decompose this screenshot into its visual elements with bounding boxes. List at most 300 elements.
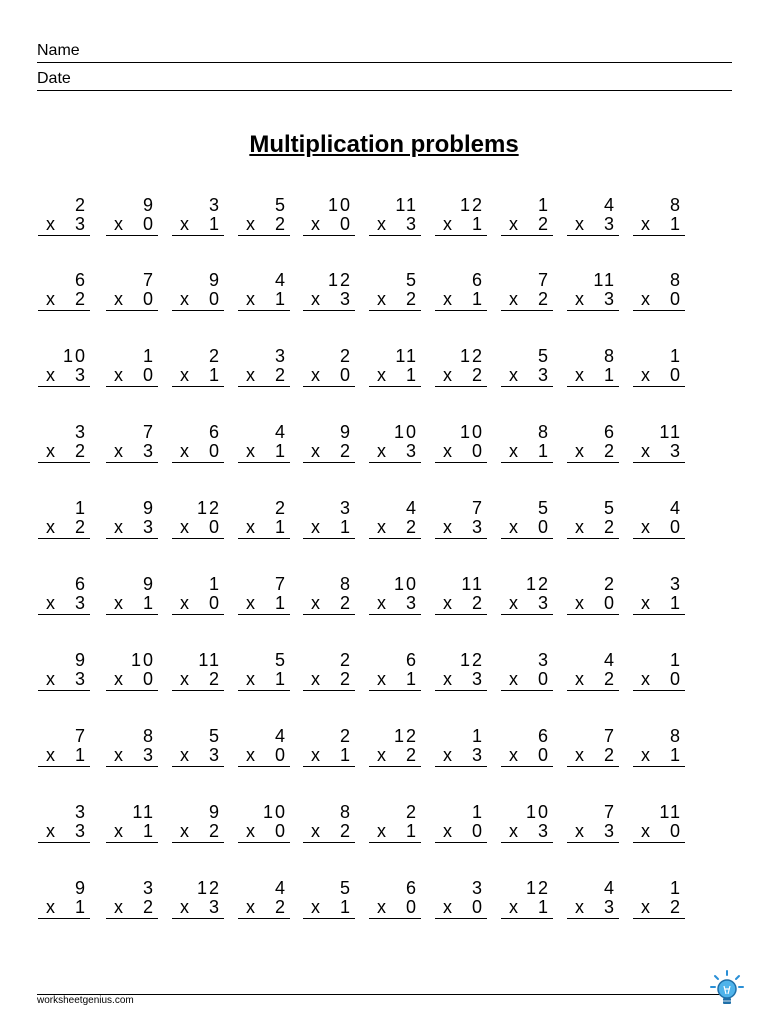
multiplier: 0 — [142, 289, 155, 309]
multiplicand: 3 — [74, 802, 87, 822]
problem-3-4 — [238, 346, 290, 390]
multiplier: 2 — [274, 897, 287, 917]
multiplier: 1 — [208, 214, 221, 234]
multiplicand: 2 — [339, 726, 352, 746]
problem-1-7 — [435, 195, 487, 239]
answer-line — [435, 235, 487, 236]
multiplicand: 1 — [471, 802, 484, 822]
multiplier: 1 — [339, 745, 352, 765]
multiplicand: 3 — [471, 878, 484, 898]
answer-line — [106, 918, 158, 919]
multiplicand: 6 — [405, 878, 418, 898]
times-sign: x — [641, 289, 651, 309]
times-sign: x — [46, 593, 56, 613]
times-sign: x — [575, 289, 585, 309]
answer-line — [303, 310, 355, 311]
answer-line — [435, 918, 487, 919]
multiplicand: 5 — [208, 726, 221, 746]
multiplier: 2 — [405, 745, 418, 765]
answer-line — [303, 235, 355, 236]
problem-5-3 — [172, 498, 224, 542]
problem-3-10 — [633, 346, 685, 390]
times-sign: x — [114, 745, 124, 765]
times-sign: x — [641, 669, 651, 689]
multiplicand: 1 — [669, 650, 682, 670]
problem-6-9 — [567, 574, 619, 618]
answer-line — [567, 918, 619, 919]
multiplier: 0 — [669, 669, 682, 689]
problem-8-2 — [106, 726, 158, 770]
multiplier: 3 — [603, 897, 616, 917]
times-sign: x — [311, 365, 321, 385]
answer-line — [172, 690, 224, 691]
multiplier: 1 — [208, 365, 221, 385]
times-sign: x — [246, 669, 256, 689]
multiplier: 1 — [339, 517, 352, 537]
problem-1-4 — [238, 195, 290, 239]
times-sign: x — [311, 745, 321, 765]
multiplier: 3 — [405, 441, 418, 461]
problem-3-5 — [303, 346, 355, 390]
multiplier: 2 — [669, 897, 682, 917]
problem-10-5 — [303, 878, 355, 922]
problem-7-2 — [106, 650, 158, 694]
multiplicand: 3 — [339, 498, 352, 518]
multiplicand: 4 — [603, 650, 616, 670]
problem-8-4 — [238, 726, 290, 770]
multiplicand: 9 — [74, 650, 87, 670]
problem-2-4 — [238, 270, 290, 314]
answer-line — [238, 235, 290, 236]
answer-line — [633, 918, 685, 919]
multiplier: 1 — [471, 289, 484, 309]
multiplier: 2 — [74, 517, 87, 537]
multiplicand: 5 — [537, 346, 550, 366]
times-sign: x — [443, 593, 453, 613]
times-sign: x — [246, 441, 256, 461]
times-sign: x — [509, 593, 519, 613]
problem-6-10 — [633, 574, 685, 618]
problem-6-8 — [501, 574, 553, 618]
answer-line — [501, 386, 553, 387]
answer-line — [238, 690, 290, 691]
multiplier: 3 — [471, 669, 484, 689]
problem-1-6 — [369, 195, 421, 239]
answer-line — [501, 310, 553, 311]
multiplicand: 12 — [525, 878, 550, 898]
answer-line — [238, 614, 290, 615]
times-sign: x — [443, 365, 453, 385]
answer-line — [238, 310, 290, 311]
multiplicand: 4 — [603, 195, 616, 215]
problem-4-4 — [238, 422, 290, 466]
times-sign: x — [641, 745, 651, 765]
answer-line — [369, 538, 421, 539]
problem-5-4 — [238, 498, 290, 542]
multiplier: 1 — [405, 365, 418, 385]
multiplicand: 11 — [395, 346, 418, 366]
times-sign: x — [246, 214, 256, 234]
times-sign: x — [443, 745, 453, 765]
multiplicand: 6 — [471, 270, 484, 290]
problem-4-1 — [38, 422, 90, 466]
times-sign: x — [443, 517, 453, 537]
problem-10-6 — [369, 878, 421, 922]
times-sign: x — [377, 214, 387, 234]
times-sign: x — [575, 214, 585, 234]
problem-2-6 — [369, 270, 421, 314]
multiplicand: 6 — [74, 270, 87, 290]
problem-3-2 — [106, 346, 158, 390]
answer-line — [567, 766, 619, 767]
problem-3-6 — [369, 346, 421, 390]
problem-8-6 — [369, 726, 421, 770]
answer-line — [38, 538, 90, 539]
problem-7-6 — [369, 650, 421, 694]
answer-line — [633, 235, 685, 236]
problem-9-9 — [567, 802, 619, 846]
multiplicand: 4 — [274, 726, 287, 746]
times-sign: x — [509, 821, 519, 841]
multiplicand: 2 — [208, 346, 221, 366]
answer-line — [238, 538, 290, 539]
problem-6-3 — [172, 574, 224, 618]
multiplier: 0 — [208, 441, 221, 461]
answer-line — [435, 310, 487, 311]
multiplier: 1 — [274, 289, 287, 309]
times-sign: x — [180, 897, 190, 917]
lightbulb-icon — [710, 970, 744, 1008]
footer-site: worksheetgenius.com — [37, 995, 134, 1006]
multiplicand: 1 — [142, 346, 155, 366]
answer-line — [369, 614, 421, 615]
multiplier: 1 — [405, 821, 418, 841]
times-sign: x — [114, 365, 124, 385]
times-sign: x — [180, 214, 190, 234]
multiplicand: 5 — [405, 270, 418, 290]
problem-7-4 — [238, 650, 290, 694]
times-sign: x — [641, 441, 651, 461]
problem-6-1 — [38, 574, 90, 618]
footer-divider — [37, 994, 720, 995]
multiplicand: 5 — [339, 878, 352, 898]
multiplicand: 5 — [537, 498, 550, 518]
answer-line — [633, 842, 685, 843]
multiplier: 2 — [208, 821, 221, 841]
multiplier: 1 — [142, 821, 155, 841]
problem-4-5 — [303, 422, 355, 466]
multiplicand: 7 — [537, 270, 550, 290]
answer-line — [106, 538, 158, 539]
multiplier: 1 — [405, 669, 418, 689]
answer-line — [435, 614, 487, 615]
answer-line — [38, 614, 90, 615]
answer-line — [567, 842, 619, 843]
problem-8-3 — [172, 726, 224, 770]
problem-10-1 — [38, 878, 90, 922]
multiplier: 0 — [537, 745, 550, 765]
multiplicand: 9 — [339, 422, 352, 442]
problem-3-1 — [38, 346, 90, 390]
problem-3-8 — [501, 346, 553, 390]
multiplier: 2 — [603, 441, 616, 461]
multiplicand: 10 — [459, 422, 484, 442]
multiplicand: 6 — [603, 422, 616, 442]
problem-3-9 — [567, 346, 619, 390]
multiplicand: 2 — [405, 802, 418, 822]
times-sign: x — [641, 214, 651, 234]
multiplicand: 6 — [405, 650, 418, 670]
answer-line — [172, 235, 224, 236]
answer-line — [303, 538, 355, 539]
problem-10-8 — [501, 878, 553, 922]
answer-line — [501, 918, 553, 919]
problem-10-2 — [106, 878, 158, 922]
answer-line — [303, 766, 355, 767]
multiplier: 3 — [208, 897, 221, 917]
times-sign: x — [246, 517, 256, 537]
date-label: Date — [37, 70, 71, 87]
multiplier: 3 — [537, 365, 550, 385]
problem-5-1 — [38, 498, 90, 542]
multiplier: 0 — [537, 669, 550, 689]
multiplicand: 4 — [274, 878, 287, 898]
multiplicand: 7 — [142, 422, 155, 442]
multiplier: 2 — [208, 669, 221, 689]
multiplicand: 4 — [274, 270, 287, 290]
answer-line — [38, 310, 90, 311]
multiplicand: 5 — [274, 195, 287, 215]
answer-line — [567, 690, 619, 691]
multiplier: 2 — [274, 214, 287, 234]
answer-line — [172, 766, 224, 767]
answer-line — [633, 386, 685, 387]
multiplicand: 6 — [74, 574, 87, 594]
times-sign: x — [246, 897, 256, 917]
problem-6-6 — [369, 574, 421, 618]
multiplicand: 2 — [74, 195, 87, 215]
problem-8-5 — [303, 726, 355, 770]
multiplicand: 1 — [74, 498, 87, 518]
problem-10-7 — [435, 878, 487, 922]
problem-3-7 — [435, 346, 487, 390]
times-sign: x — [509, 214, 519, 234]
answer-line — [633, 538, 685, 539]
multiplier: 0 — [471, 441, 484, 461]
times-sign: x — [180, 289, 190, 309]
answer-line — [435, 462, 487, 463]
times-sign: x — [311, 441, 321, 461]
problem-4-2 — [106, 422, 158, 466]
problem-6-5 — [303, 574, 355, 618]
answer-line — [501, 462, 553, 463]
multiplier: 3 — [603, 289, 616, 309]
problem-9-1 — [38, 802, 90, 846]
multiplier: 3 — [603, 821, 616, 841]
problem-8-8 — [501, 726, 553, 770]
times-sign: x — [575, 745, 585, 765]
times-sign: x — [377, 289, 387, 309]
answer-line — [369, 918, 421, 919]
problem-7-7 — [435, 650, 487, 694]
multiplier: 1 — [669, 593, 682, 613]
answer-line — [172, 614, 224, 615]
multiplicand: 8 — [669, 195, 682, 215]
times-sign: x — [114, 441, 124, 461]
times-sign: x — [509, 669, 519, 689]
multiplicand: 11 — [132, 802, 155, 822]
multiplicand: 5 — [603, 498, 616, 518]
multiplier: 0 — [274, 821, 287, 841]
multiplicand: 8 — [603, 346, 616, 366]
problem-2-2 — [106, 270, 158, 314]
multiplier: 2 — [471, 593, 484, 613]
multiplicand: 11 — [659, 802, 682, 822]
multiplicand: 3 — [142, 878, 155, 898]
answer-line — [633, 614, 685, 615]
times-sign: x — [509, 441, 519, 461]
times-sign: x — [46, 289, 56, 309]
problem-8-1 — [38, 726, 90, 770]
name-label: Name — [37, 42, 80, 59]
answer-line — [172, 918, 224, 919]
multiplicand: 8 — [142, 726, 155, 746]
multiplier: 0 — [603, 593, 616, 613]
problem-1-3 — [172, 195, 224, 239]
multiplier: 1 — [142, 593, 155, 613]
problem-7-3 — [172, 650, 224, 694]
times-sign: x — [46, 897, 56, 917]
multiplier: 2 — [603, 517, 616, 537]
answer-line — [501, 842, 553, 843]
multiplicand: 1 — [669, 878, 682, 898]
multiplier: 2 — [405, 517, 418, 537]
answer-line — [369, 690, 421, 691]
problem-5-8 — [501, 498, 553, 542]
problem-6-2 — [106, 574, 158, 618]
multiplier: 0 — [669, 289, 682, 309]
multiplicand: 10 — [525, 802, 550, 822]
answer-line — [38, 386, 90, 387]
multiplicand: 2 — [339, 650, 352, 670]
multiplicand: 7 — [274, 574, 287, 594]
answer-line — [435, 766, 487, 767]
multiplier: 0 — [208, 289, 221, 309]
times-sign: x — [575, 821, 585, 841]
answer-line — [435, 386, 487, 387]
times-sign: x — [443, 669, 453, 689]
problem-9-4 — [238, 802, 290, 846]
problem-9-6 — [369, 802, 421, 846]
times-sign: x — [311, 669, 321, 689]
answer-line — [238, 386, 290, 387]
multiplier: 0 — [274, 745, 287, 765]
multiplier: 1 — [74, 897, 87, 917]
times-sign: x — [377, 441, 387, 461]
times-sign: x — [641, 897, 651, 917]
answer-line — [501, 235, 553, 236]
problem-10-3 — [172, 878, 224, 922]
problem-5-5 — [303, 498, 355, 542]
problem-2-7 — [435, 270, 487, 314]
problem-3-3 — [172, 346, 224, 390]
multiplier: 3 — [142, 517, 155, 537]
problem-10-9 — [567, 878, 619, 922]
problem-7-9 — [567, 650, 619, 694]
multiplicand: 3 — [274, 346, 287, 366]
multiplier: 0 — [669, 365, 682, 385]
times-sign: x — [575, 593, 585, 613]
problem-9-5 — [303, 802, 355, 846]
multiplier: 0 — [405, 897, 418, 917]
answer-line — [567, 538, 619, 539]
answer-line — [567, 235, 619, 236]
multiplicand: 7 — [603, 726, 616, 746]
multiplicand: 10 — [327, 195, 352, 215]
times-sign: x — [575, 441, 585, 461]
problem-5-6 — [369, 498, 421, 542]
multiplicand: 8 — [339, 802, 352, 822]
multiplicand: 12 — [459, 346, 484, 366]
multiplier: 3 — [405, 214, 418, 234]
times-sign: x — [443, 441, 453, 461]
problem-9-3 — [172, 802, 224, 846]
multiplier: 0 — [537, 517, 550, 537]
multiplier: 1 — [471, 214, 484, 234]
times-sign: x — [311, 593, 321, 613]
times-sign: x — [114, 669, 124, 689]
times-sign: x — [641, 821, 651, 841]
answer-line — [567, 614, 619, 615]
times-sign: x — [311, 214, 321, 234]
problem-2-5 — [303, 270, 355, 314]
problem-1-2 — [106, 195, 158, 239]
answer-line — [633, 462, 685, 463]
multiplier: 0 — [471, 897, 484, 917]
problem-2-9 — [567, 270, 619, 314]
answer-line — [303, 614, 355, 615]
problem-9-7 — [435, 802, 487, 846]
multiplier: 1 — [274, 517, 287, 537]
multiplier: 3 — [74, 214, 87, 234]
multiplier: 0 — [669, 821, 682, 841]
multiplier: 3 — [405, 593, 418, 613]
multiplicand: 1 — [208, 574, 221, 594]
multiplier: 2 — [339, 821, 352, 841]
answer-line — [303, 842, 355, 843]
answer-line — [633, 310, 685, 311]
problem-5-9 — [567, 498, 619, 542]
times-sign: x — [246, 745, 256, 765]
answer-line — [303, 462, 355, 463]
answer-line — [303, 918, 355, 919]
multiplier: 2 — [74, 289, 87, 309]
times-sign: x — [114, 517, 124, 537]
answer-line — [106, 310, 158, 311]
multiplicand: 9 — [208, 270, 221, 290]
problem-6-4 — [238, 574, 290, 618]
times-sign: x — [311, 897, 321, 917]
answer-line — [106, 842, 158, 843]
multiplier: 2 — [339, 441, 352, 461]
multiplicand: 9 — [142, 498, 155, 518]
times-sign: x — [180, 821, 190, 841]
problem-7-8 — [501, 650, 553, 694]
multiplicand: 2 — [603, 574, 616, 594]
multiplier: 3 — [471, 745, 484, 765]
multiplicand: 4 — [405, 498, 418, 518]
multiplicand: 10 — [62, 346, 87, 366]
